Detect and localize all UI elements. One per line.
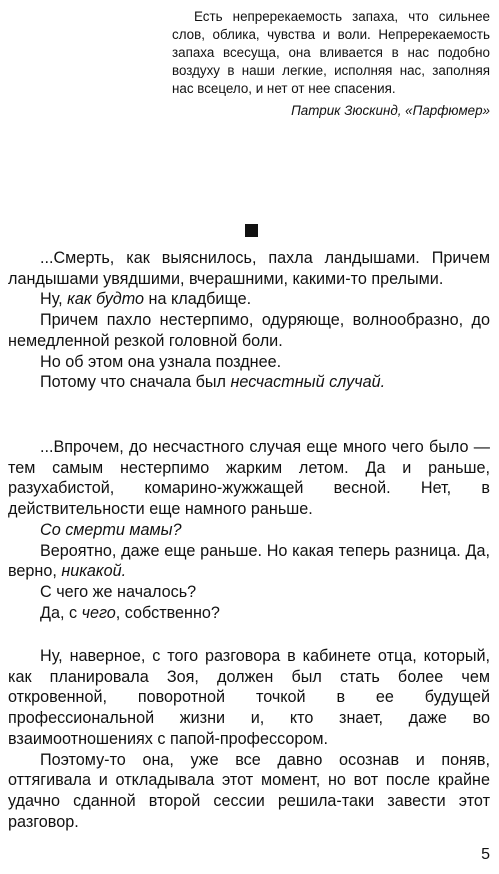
paragraph	[8, 541, 490, 582]
italic-span: никакой.	[61, 562, 127, 581]
epigraph	[172, 8, 490, 120]
text-span: Ну,	[40, 290, 68, 309]
text-span: на кладбище.	[144, 290, 252, 309]
epigraph-author: Патрик Зюскинд, «Парфюмер»	[291, 103, 490, 118]
paragraph: ...Смерть, как выяснилось, пахла ландышами. Причем ландышами увядшими, вчерашними, какими-то прелыми.	[8, 249, 490, 288]
text-span: , собственно?	[115, 603, 220, 622]
paragraph	[8, 372, 490, 393]
text-block-3	[8, 646, 490, 832]
text-block-1	[8, 248, 490, 393]
text-span: Вероятно, даже еще раньше. Но какая теперь разница. Да, верно,	[8, 541, 490, 581]
text-span: Да, с	[40, 603, 82, 622]
section-divider-square	[245, 224, 258, 237]
paragraph: ...Впрочем, до несчастного случая еще много чего было — тем самым нестерпимо жарким летом. Да и раньше, разухабистой, комарино-жужжащей весной. Нет, в действительности еще намного раньше.	[8, 438, 490, 519]
text-block-2	[8, 437, 490, 623]
paragraph	[8, 603, 490, 624]
italic-span: как будто	[67, 290, 145, 309]
epigraph-text: Есть непререкаемость запаха, что сильнее слов, облика, чувства и воли. Непререкаемость запаха всесуща, она вливается в нас подобно воздуху в наши легкие, исполняя нас, заполняя нас всецело, и нет от нее спасения.	[172, 9, 490, 96]
paragraph: С чего же началось?	[40, 582, 197, 601]
italic-span: несчастный случай.	[230, 373, 386, 392]
paragraph: Причем пахло нестерпимо, одуряюще, волнообразно, до немедленной резкой головной боли.	[8, 311, 490, 350]
paragraph	[8, 289, 490, 310]
paragraph	[8, 520, 490, 541]
text-span: Потому что сначала был	[40, 373, 231, 392]
paragraph: Ну, наверное, с того разговора в кабинете отца, который, как планировала Зоя, должен был стать более чем откровенной, поворотной точкой в ее будущей профессиональной жизни и, кто знает, даже во взаимоотношениях с папой-профессором.	[8, 647, 490, 748]
italic-span: Со смерти мамы?	[40, 520, 182, 539]
page-number: 5	[481, 846, 490, 863]
paragraph: Поэтому-то она, уже все давно осознав и поняв, оттягивала и откладывала этот момент, но вот после крайне удачно сданной второй сессии решила-таки завести этот разговор.	[8, 750, 490, 831]
paragraph: Но об этом она узнала позднее.	[40, 352, 282, 371]
italic-span: чего	[81, 603, 116, 622]
